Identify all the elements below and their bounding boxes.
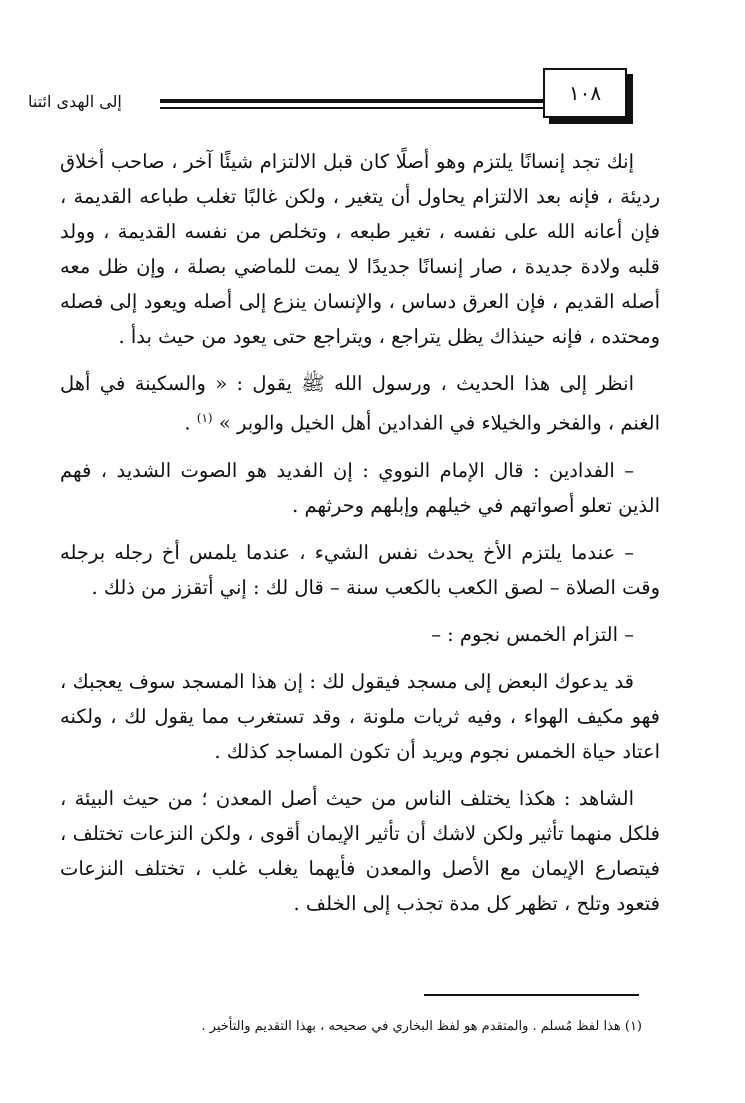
header-rule-thick: [160, 99, 555, 103]
paragraph-3: – الفدادين : قال الإمام النووي : إن الفديد هو الصوت الشديد ، فهم الذين تعلو أصواتهم في خيلهم وإبلهم وحرثهم .: [60, 458, 660, 517]
paragraph-5: – التزام الخمس نجوم : –: [431, 622, 634, 646]
page-number-box: [543, 68, 627, 118]
paragraph-7: الشاهد : هكذا يختلف الناس من حيث أصل المعدن ؛ من حيث البيئة ، فلكل منهما تأثير ولكن لاشك أن تأثير الإيمان أقوى ، ولكن النزعات تختلف ، فيتصارع الإيمان مع الأصل والمعدن فأيهما يغلب غلب ، تختلف النزعات فتعود وتلح ، تظهر كل مدة تجذب إلى الخلف .: [60, 786, 660, 915]
paragraph-2: انظر إلى هذا الحديث ، ورسول الله ﷺ يقول : « والسكينة في أهل الغنم ، والفخر والخيلاء في الفدادين أهل الخيل والوبر » $^{(١)}$ .: [60, 372, 660, 435]
paragraph-6: قد يدعوك البعض إلى مسجد فيقول لك : إن هذا المسجد سوف يعجبك ، فهو مكيف الهواء ، وفيه ثريات ملونة ، وقد تستغرب مما يقول لك ، ولكنه اعتاد حياة الخمس نجوم ويريد أن تكون المساجد كذلك .: [60, 669, 660, 763]
hadith-text: انظر إلى هذا الحديث ، ورسول الله ﷺ يقول : « والسكينة في أهل الغنم ، والفخر والخيلاء في الفدادين أهل الخيل والوبر »: [60, 372, 660, 435]
footnote-rule: [424, 994, 639, 996]
footnote-reference: (١): [196, 411, 213, 425]
footnote: (١) هذا لفظ مُسلم . والمتقدم هو لفظ البخاري في صحيحه ، بهذا التقديم والتأخير .: [201, 1019, 642, 1034]
paragraph-1: إنك تجد إنسانًا يلتزم وهو أصلًا كان قبل الالتزام شيئًا آخر ، صاحب أخلاق رديئة ، فإنه بعد الالتزام يحاول أن يتغير ، ولكن غالبًا تغلب طباعه القديمة ، فإن أعانه الله على نفسه ، تغير طبعه ، وتخلص من نفسه القديمة ، وولد قلبه ولادة جديدة ، صار إنسانًا جديدًا لا يمت للماضي بصلة ، وإن ظل معه أصله القديم ، فإن العرق دساس ، والإنسان ينزع إلى أصله ويعود إلى فصله ومحتده ، فإنه حينذاك يظل يتراجع ، ويتراجع حتى يعود من حيث بدأ .: [60, 150, 660, 348]
header-rule-thin: [160, 107, 555, 109]
page-number: ١٠٨: [568, 81, 602, 105]
page-header: [28, 68, 660, 128]
running-title: إلى الهدى ائتنا: [28, 92, 122, 111]
paragraph-4: – عندما يلتزم الأخ يحدث نفس الشيء ، عندما يلمس أخ رجله برجله وقت الصلاة – لصق الكعب بالكعب سنة – قال لك : إني أتقزز من ذلك .: [60, 540, 660, 599]
body-text: [60, 144, 660, 933]
